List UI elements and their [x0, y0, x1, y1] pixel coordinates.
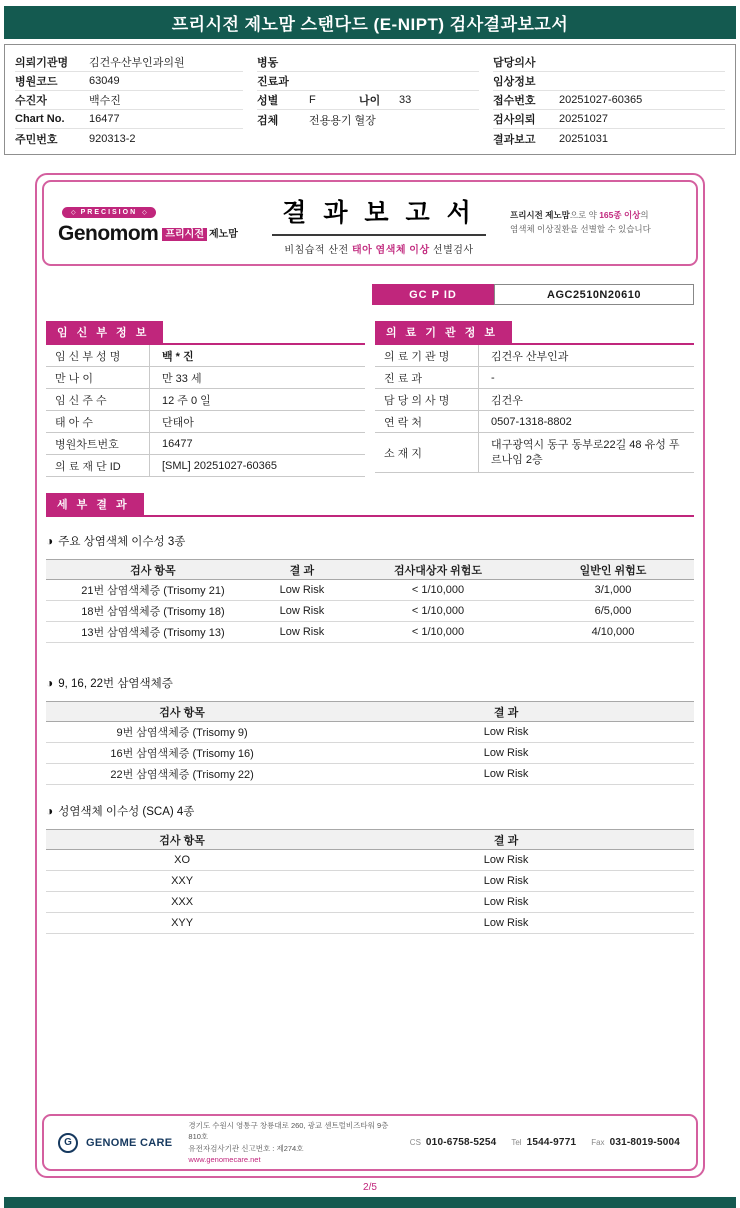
result-value: Low Risk	[318, 764, 694, 785]
report-content	[37, 271, 703, 934]
brand-name-kr: 제노맘	[208, 228, 238, 240]
field-row-receipt-no	[493, 91, 725, 110]
field-label: 수진자	[15, 95, 47, 107]
section-heading-text: 9, 16, 22번 삼염색체증	[58, 678, 173, 690]
table-row	[46, 850, 694, 871]
contact-numbers	[410, 1137, 682, 1148]
section-heading-sca	[46, 803, 694, 819]
fax-label: Fax	[591, 1138, 605, 1147]
brand-wordmark	[58, 222, 248, 246]
section-heading-autosomes	[46, 533, 694, 549]
field-label: 성별	[257, 95, 279, 107]
company-address	[180, 1120, 401, 1165]
table-row	[46, 892, 694, 913]
column-header: 결 과	[318, 830, 694, 850]
details-section-header	[46, 493, 694, 517]
patient-header-middle	[257, 53, 479, 148]
document-title: 프리시전 제노맘 스탠다드 (E-NIPT) 검사결과보고서	[171, 15, 569, 34]
info-row	[375, 389, 694, 411]
subtitle-accent: 태아 염색체 이상	[351, 244, 430, 256]
info-value: [SML] 20251027-60365	[162, 459, 277, 472]
table-row	[46, 871, 694, 892]
result-value: Low Risk	[260, 622, 344, 643]
field-label: 주민번호	[15, 133, 58, 146]
company-website: www.genomecare.net	[188, 1154, 261, 1164]
details-title: 세 부 결 과	[46, 493, 144, 515]
result-report-card	[35, 173, 705, 1178]
field-label: 접수번호	[493, 95, 536, 107]
result-value: Low Risk	[318, 850, 694, 871]
mother-info-section	[46, 321, 365, 477]
patient-header-right	[493, 53, 725, 148]
report-subtitle: 비침습적 산전 태아 염색체 이상 선별검사	[284, 244, 474, 256]
subject-risk: < 1/10,000	[344, 601, 532, 622]
other-trisomy-table	[46, 701, 694, 785]
table-row	[46, 743, 694, 764]
fax-number: 031-8019-5004	[609, 1137, 680, 1148]
tel-number: 1544-9771	[526, 1137, 577, 1148]
info-value: 0507-1318-8802	[491, 415, 572, 428]
info-row	[375, 411, 694, 433]
field-label: 진료과	[257, 76, 289, 88]
field-label: 나이	[359, 95, 381, 107]
field-label: 담당의사	[493, 57, 536, 69]
field-value: 전용용기 혈장	[309, 114, 376, 127]
field-row-ward	[257, 53, 479, 72]
result-value: Low Risk	[260, 580, 344, 601]
info-row	[46, 411, 365, 433]
column-header: 검사 항목	[46, 560, 260, 580]
result-value: Low Risk	[318, 743, 694, 764]
company-name: GENOME CARE	[86, 1136, 173, 1149]
column-header: 검사 항목	[46, 830, 318, 850]
table-row	[46, 764, 694, 785]
field-row-clinical-info	[493, 72, 725, 91]
field-value: 20251031	[559, 132, 608, 145]
subject-risk: < 1/10,000	[344, 622, 532, 643]
cs-number: 010-6758-5254	[425, 1137, 497, 1148]
field-row-patient-name	[15, 91, 243, 110]
gc-p-id-bar	[372, 284, 694, 305]
result-value: Low Risk	[260, 601, 344, 622]
info-value: 김건우	[491, 394, 523, 407]
info-row	[46, 367, 365, 389]
field-label: 결과보고	[493, 133, 536, 146]
column-header: 결 과	[318, 702, 694, 722]
section-heading-text: 성염색체 이수성 (SCA) 4종	[58, 806, 195, 818]
test-item: 21번 삼염색체증 (Trisomy 21)	[46, 580, 260, 601]
field-row-hospital-code	[15, 72, 243, 91]
info-value: 만 33 세	[162, 372, 202, 385]
test-item: 18번 삼염색체증 (Trisomy 18)	[46, 601, 260, 622]
address-line1: 경기도 수원시 영통구 창룡대로 260, 광교 센트럴비즈타워 9층 810호	[188, 1121, 389, 1142]
table-row	[46, 722, 694, 743]
field-row-department	[257, 72, 479, 91]
test-item: 22번 삼염색체증 (Trisomy 22)	[46, 764, 318, 785]
test-item: 13번 삼염색체증 (Trisomy 13)	[46, 622, 260, 643]
info-label: 병원차트번호	[46, 433, 150, 454]
tagline-line1: 프리시전 제노맘으로 약 165종 이상의	[510, 210, 649, 221]
result-value: Low Risk	[318, 722, 694, 743]
info-label: 만 나 이	[46, 367, 150, 388]
info-grid	[46, 321, 694, 477]
table-row	[46, 622, 694, 643]
field-value: 920313-2	[89, 132, 136, 145]
population-risk: 3/1,000	[532, 580, 694, 601]
sca-table	[46, 829, 694, 934]
info-row	[46, 455, 365, 477]
patient-header	[4, 44, 736, 155]
table-header-row	[46, 702, 694, 722]
brand-name-kr-badge: 프리시전	[162, 228, 207, 241]
field-value: 63049	[89, 75, 120, 87]
result-value: Low Risk	[318, 892, 694, 913]
tagline-line2: 염색체 이상질환을 선별할 수 있습니다	[510, 224, 651, 234]
clinic-info-section	[375, 321, 694, 477]
field-label: Chart No.	[15, 113, 65, 125]
field-row-resident-no	[15, 129, 243, 148]
field-label: 검체	[257, 114, 279, 127]
table-row	[46, 580, 694, 601]
field-value: 백수진	[89, 95, 121, 107]
diamond-icon: ◇	[142, 209, 147, 216]
field-label: 임상정보	[493, 76, 536, 88]
test-item: 16번 삼염색체증 (Trisomy 16)	[46, 743, 318, 764]
info-row	[46, 345, 365, 367]
info-value: 단태아	[162, 416, 194, 429]
info-value: 12 주 0 일	[162, 394, 211, 407]
table-header-row	[46, 830, 694, 850]
field-value: 33	[399, 94, 412, 106]
autosome-trisomy-table	[46, 559, 694, 643]
precision-badge	[62, 207, 156, 218]
info-row	[46, 433, 365, 455]
info-value: -	[491, 371, 495, 384]
population-risk: 6/5,000	[532, 601, 694, 622]
half-circle-icon: ◑	[46, 534, 54, 548]
field-row-order-date	[493, 110, 725, 129]
report-brand-header	[42, 180, 698, 266]
test-item: XXY	[46, 871, 318, 892]
brand-name-en: Genomom	[58, 221, 159, 245]
field-value: 20251027-60365	[559, 94, 643, 106]
subject-risk: < 1/10,000	[344, 580, 532, 601]
test-item: XYY	[46, 913, 318, 934]
test-item: XO	[46, 850, 318, 871]
table-row	[46, 913, 694, 934]
genome-care-logo-icon: G	[58, 1133, 78, 1153]
field-label: 병동	[257, 57, 279, 69]
field-row-report-date	[493, 129, 725, 148]
report-title: 결 과 보 고 서	[272, 193, 486, 236]
result-value: Low Risk	[318, 913, 694, 934]
info-value: 16477	[162, 437, 193, 450]
test-item: XXX	[46, 892, 318, 913]
field-value: F	[309, 94, 316, 106]
tel-label: Tel	[511, 1138, 522, 1147]
population-risk: 4/10,000	[532, 622, 694, 643]
info-label: 의 료 기 관 명	[375, 345, 479, 366]
half-circle-icon: ◑	[46, 676, 54, 690]
field-row-ordering-org	[15, 53, 243, 72]
brand-tagline	[510, 209, 682, 236]
info-row	[375, 367, 694, 389]
info-label: 의 료 재 단 ID	[46, 455, 150, 476]
column-header: 일반인 위험도	[532, 560, 694, 580]
field-label: 병원코드	[15, 76, 58, 88]
info-row	[375, 433, 694, 473]
info-label: 연 락 처	[375, 411, 479, 432]
field-value: 20251027	[559, 113, 608, 125]
result-value: Low Risk	[318, 871, 694, 892]
cs-label: CS	[409, 1138, 421, 1147]
company-footer	[42, 1114, 698, 1171]
page-number: 2/5	[363, 1182, 377, 1193]
patient-header-left	[15, 53, 243, 148]
info-label: 임 신 주 수	[46, 389, 150, 410]
gc-p-id-value: AGC2510N20610	[494, 284, 694, 305]
half-circle-icon: ◑	[46, 804, 54, 818]
field-row-doctor	[493, 53, 725, 72]
table-row	[46, 601, 694, 622]
info-label: 임 신 부 성 명	[46, 345, 150, 366]
report-title-block	[256, 191, 502, 256]
field-row-sex-age	[257, 91, 479, 110]
table-header-row	[46, 560, 694, 580]
info-row	[46, 389, 365, 411]
test-item: 9번 삼염색체증 (Trisomy 9)	[46, 722, 318, 743]
field-row-chart-no	[15, 110, 243, 129]
info-label: 소 재 지	[375, 433, 479, 472]
info-value: 백 * 진	[162, 350, 194, 363]
field-value: 16477	[89, 113, 120, 125]
info-label: 태 아 수	[46, 411, 150, 432]
section-heading-other-trisomy	[46, 675, 694, 691]
info-label: 담 당 의 사 명	[375, 389, 479, 410]
field-row-specimen	[257, 110, 479, 129]
field-value: 김건우산부인과의원	[89, 57, 185, 69]
info-label: 진 료 과	[375, 367, 479, 388]
section-heading-text: 주요 상염색체 이수성 3종	[58, 536, 186, 548]
genomom-logo	[58, 201, 248, 246]
info-value: 김건우 산부인과	[491, 350, 569, 363]
field-label: 의뢰기관명	[15, 57, 69, 69]
clinic-info-title: 의 료 기 관 정 보	[375, 321, 512, 343]
address-line2: 유전자검사기관 신고번호 : 제274호	[188, 1143, 304, 1153]
field-label: 검사의뢰	[493, 114, 536, 126]
column-header: 검사대상자 위험도	[344, 560, 532, 580]
bottom-bar	[4, 1197, 736, 1208]
gc-p-id-label: GC P ID	[372, 284, 494, 305]
info-value: 대구광역시 동구 동부로22길 48 유성 푸르나임 2층	[491, 438, 680, 466]
diamond-icon: ◇	[71, 209, 76, 216]
precision-badge-label: PRECISION	[80, 208, 138, 216]
column-header: 결 과	[260, 560, 344, 580]
mother-info-title: 임 신 부 정 보	[46, 321, 163, 343]
document-title-bar	[4, 6, 736, 39]
info-row	[375, 345, 694, 367]
column-header: 검사 항목	[46, 702, 318, 722]
